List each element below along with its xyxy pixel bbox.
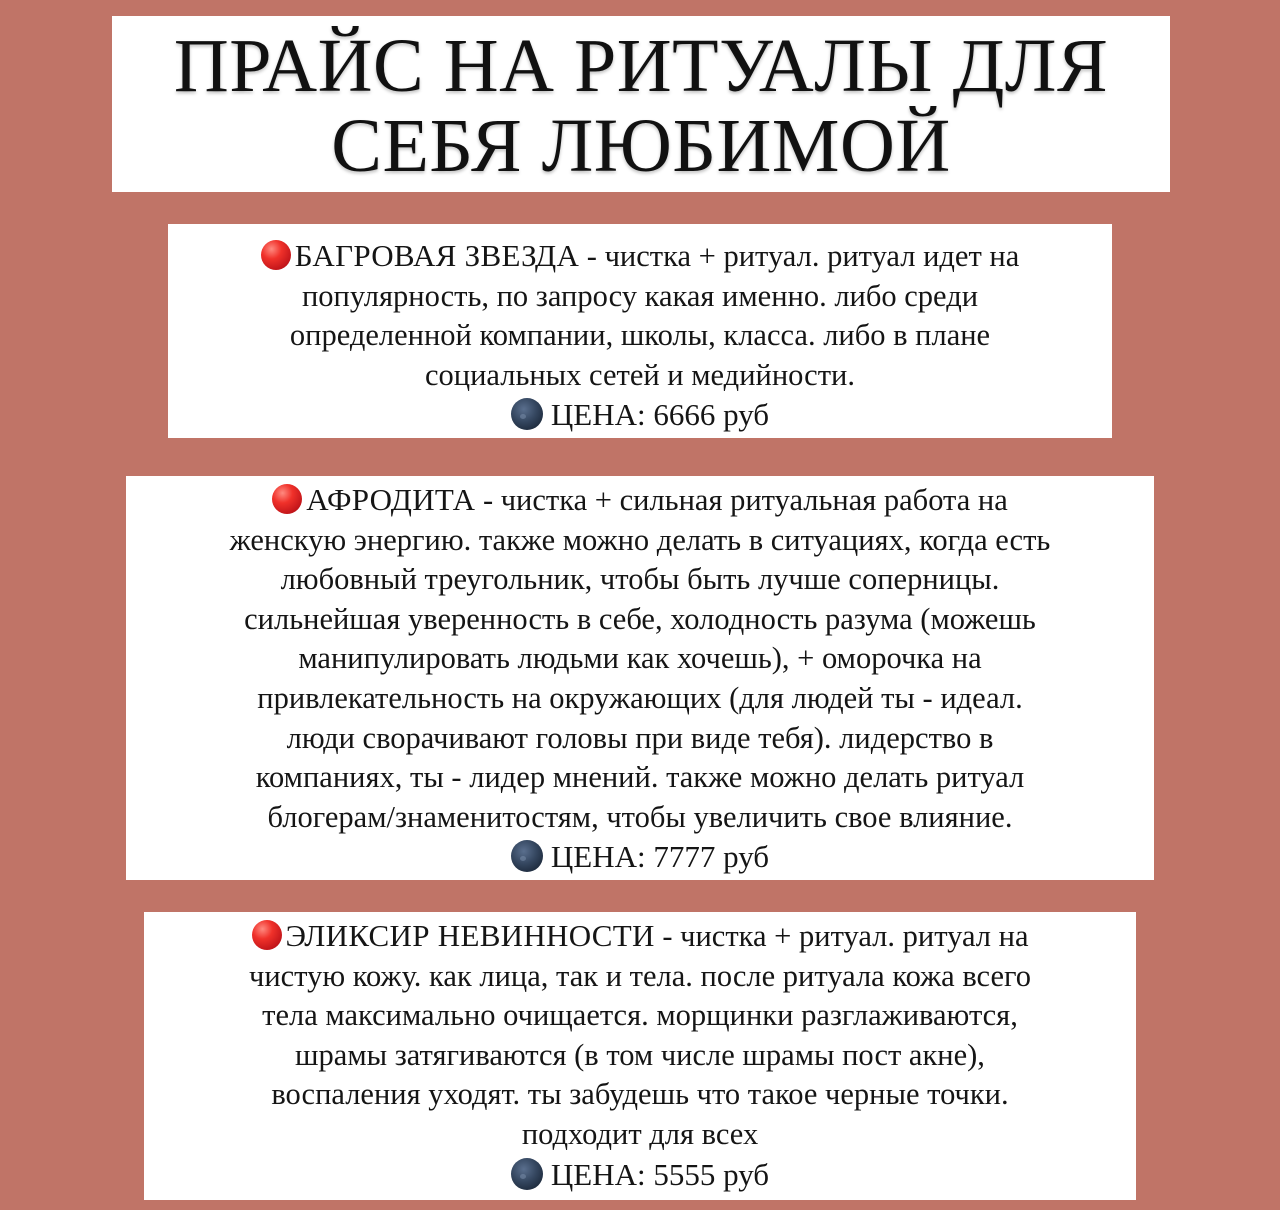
ritual-description: женскую энергию. также можно делать в ситуациях, когда есть <box>229 522 1051 557</box>
ritual-name: БАГРОВАЯ ЗВЕЗДА <box>294 238 580 273</box>
ritual-card-bagrovaya-zvezda <box>168 224 1112 438</box>
ritual-description: компаниях, ты - лидер мнений. также можно делать ритуал <box>255 760 1025 795</box>
ritual-price-line <box>168 395 1112 435</box>
ritual-description: социальных сетей и медийности. <box>424 357 855 392</box>
ritual-price-line <box>126 837 1154 877</box>
ritual-description: шрамы затягиваются (в том числе шрамы пост акне), <box>295 1037 985 1072</box>
ritual-description: любовный треугольник, чтобы быть лучше соперницы. <box>280 562 1000 597</box>
ritual-description: подходит для всех <box>521 1116 759 1151</box>
ritual-card-afrodita <box>126 476 1154 880</box>
ritual-price-line <box>144 1155 1136 1195</box>
page-title-line-2: СЕБЯ ЛЮБИМОЙ <box>331 104 951 188</box>
ritual-description: манипулировать людьми как хочешь), + оморочка на <box>298 641 982 676</box>
title-banner <box>112 16 1170 192</box>
ritual-name: ЭЛИКСИР НЕВИННОСТИ <box>285 918 655 953</box>
ritual-description: сильнейшая уверенность в себе, холодность разума (можешь <box>244 601 1036 636</box>
ritual-intro-line <box>126 480 1154 521</box>
ritual-card-eliksir-nevinnosti <box>144 912 1136 1200</box>
ritual-price: ЦЕНА: 5555 руб <box>550 1156 770 1192</box>
red-circle-icon <box>272 484 302 514</box>
ritual-description: воспаления уходят. ты забудешь что такое черные точки. <box>271 1077 1009 1112</box>
ritual-description: - чистка + сильная ритуальная работа на <box>475 483 1008 517</box>
ritual-description: люди сворачивают головы при виде тебя). лидерство в <box>286 720 994 755</box>
ritual-description: тела максимально очищается. морщинки разглаживаются, <box>262 998 1018 1033</box>
page-title-line-1: ПРАЙС НА РИТУАЛЫ ДЛЯ <box>173 24 1109 108</box>
ritual-description: чистую кожу. как лица, так и тела. после ритуала кожа всего <box>248 958 1031 993</box>
new-moon-icon <box>511 840 543 872</box>
ritual-description: - чистка + ритуал. ритуал идет на <box>579 239 1020 273</box>
ritual-price: ЦЕНА: 7777 руб <box>550 839 770 875</box>
red-circle-icon <box>261 240 291 270</box>
ritual-description: блогерам/знаменитостям, чтобы увеличить свое влияние. <box>267 799 1013 834</box>
ritual-price: ЦЕНА: 6666 руб <box>550 397 770 433</box>
new-moon-icon <box>511 398 543 430</box>
ritual-description: популярность, по запросу какая именно. либо среди <box>301 278 979 313</box>
ritual-intro-line <box>168 236 1112 277</box>
ritual-description: определенной компании, школы, класса. либо в плане <box>289 318 991 353</box>
red-circle-icon <box>252 920 282 950</box>
new-moon-icon <box>511 1158 543 1190</box>
ritual-description: привлекательность на окружающих (для людей ты - идеал. <box>257 680 1023 715</box>
ritual-description: - чистка + ритуал. ритуал на <box>654 919 1029 953</box>
ritual-name: АФРОДИТА <box>306 482 476 517</box>
ritual-intro-line <box>144 916 1136 957</box>
